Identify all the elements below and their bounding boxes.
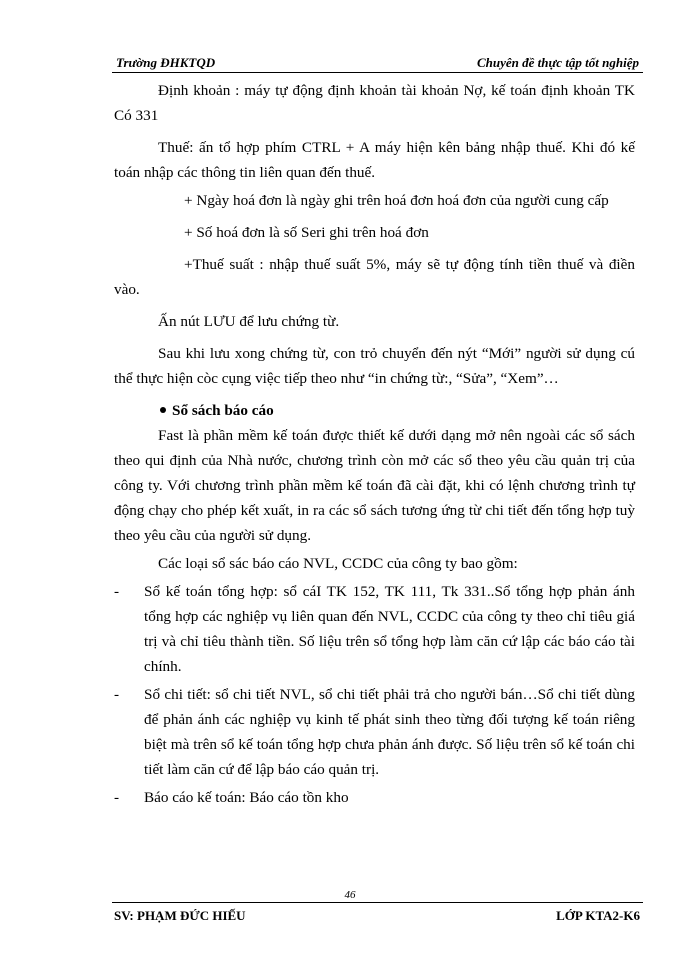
list-item xyxy=(114,579,635,679)
list-item-text: Sổ chi tiết: sổ chi tiết NVL, sổ chi tiết phải trả cho người bán…Sổ chi tiết dùng để phản ánh các nghiệp vụ kinh tế phát sinh theo từng đối tượng kế toán riêng biệt mà trên sổ kế toán tổng hợp chưa phản ánh được. Số liệu trên sổ kế toán chi tiết làm căn cứ để lập báo cáo quản trị. xyxy=(144,686,635,778)
section-heading-text: Sổ sách báo cáo xyxy=(172,402,274,419)
paragraph-an-nut-luu: Ấn nút LƯU để lưu chứng từ. xyxy=(158,313,340,330)
list-item-text: Sổ kế toán tổng hợp: sổ cáI TK 152, TK 111, Tk 331..Sổ tổng hợp phản ánh tổng hợp các nghiệp vụ liên quan đến NVL, CCDC của công ty theo chỉ tiêu giá trị và chỉ tiêu thành tiền. Số liệu trên sổ tổng hợp làm căn cứ lập các báo cáo tài chính. xyxy=(144,583,635,675)
footer-student: SV: PHẠM ĐỨC HIẾU xyxy=(114,908,246,923)
dash-marker: - xyxy=(114,686,120,703)
paragraph-thue: Thuế: ấn tổ hợp phím CTRL + A máy hiện kên bảng nhập thuế. Khi đó kế toán nhập các thông tin liên quan đến thuế. xyxy=(114,139,635,181)
paragraph-sau-khi-luu: Sau khi lưu xong chứng từ, con trỏ chuyển đến nýt “Mới” người sử dụng cú thể thực hiện còc cụng việc tiếp theo như “in chứng từ:, “Sửa”, “Xem”… xyxy=(114,345,635,387)
paragraph-thue-suat: +Thuế suất : nhập thuế suất 5%, máy sẽ tự động tính tiền thuế và điền vào. xyxy=(114,256,635,298)
dash-marker: - xyxy=(114,583,120,600)
bullet-icon xyxy=(160,407,166,413)
page-number: 46 xyxy=(344,889,356,901)
list-item-text: Báo cáo kế toán: Báo cáo tồn kho xyxy=(144,789,349,806)
list-item xyxy=(114,682,635,782)
footer-divider xyxy=(112,902,643,903)
paragraph-fast: Fast là phần mềm kế toán được thiết kế dưới dạng mở nên ngoài các sổ sách theo qui định của Nhà nước, chương trình còn mở các sổ theo yêu cầu quản trị của công ty. Với chương trình phần mềm kế toán đã cài đặt, khi có lệnh chương trình tự động chạy cho phép kết xuất, in ra các sổ sách tương ứng từ chi tiết đến tổng hợp tuỳ theo yêu cầu của người sử dụng. xyxy=(114,427,635,544)
paragraph-so-hoa-don: + Số hoá đơn là số Seri ghi trên hoá đơn xyxy=(184,224,429,241)
header-report-title: Chuyên đề thực tập tốt nghiệp xyxy=(477,55,639,70)
header-school: Trường ĐHKTQD xyxy=(116,55,216,70)
paragraph-cac-loai-so: Các loại sổ sác báo cáo NVL, CCDC của công ty bao gồm: xyxy=(158,555,518,572)
dash-marker: - xyxy=(114,789,120,806)
page-header xyxy=(112,50,643,73)
page-body xyxy=(114,78,635,810)
footer-class: LỚP KTA2-K6 xyxy=(556,908,640,923)
list-item xyxy=(114,785,635,810)
paragraph-dinh-khoan: Định khoản : máy tự động định khoản tài khoản Nợ, kế toán định khoản TK Có 331 xyxy=(114,82,635,124)
section-heading xyxy=(160,398,635,423)
paragraph-ngay-hoa-don: + Ngày hoá đơn là ngày ghi trên hoá đơn hoá đơn của người cung cấp xyxy=(184,192,609,209)
